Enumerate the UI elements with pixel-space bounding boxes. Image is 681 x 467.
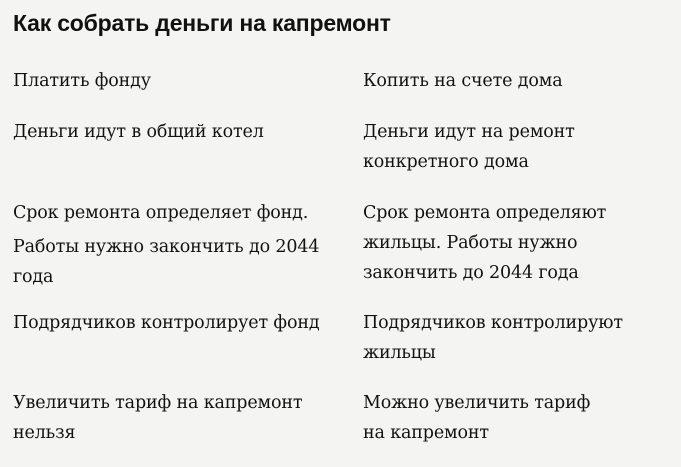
row-1-house-account-text: Копить на счете дома — [363, 71, 563, 91]
row-3-residents-deadline-line-2: жильцы. Работы нужно — [363, 233, 578, 253]
row-2-fund-money-line-1: Деньги идут в общий котел — [13, 122, 264, 142]
row-3-fund-deadline-line-2: Работы нужно закончить до 2044 — [13, 237, 320, 257]
row-4-residents-contractors-cell — [363, 308, 623, 368]
row-3-residents-deadline-line-3: закончить до 2044 года — [363, 263, 579, 283]
row-2-house-money-line-1: Деньги идут на ремонт — [363, 122, 575, 142]
row-3-fund-deadline-line-3: года — [13, 267, 54, 287]
row-5-residents-tariff-line-1: Можно увеличить тариф — [363, 393, 591, 413]
row-2-house-money-cell — [363, 117, 575, 177]
row-4-fund-contractors-line-1: Подрядчиков контролирует фонд — [13, 313, 320, 333]
row-3-residents-deadline-line-1: Срок ремонта определяют — [363, 203, 607, 223]
row-1-pay-fund-cell — [13, 66, 151, 96]
row-5-fund-tariff-line-1: Увеличить тариф на капремонт — [13, 393, 303, 413]
row-5-fund-tariff-line-2: нельзя — [13, 423, 76, 443]
row-3-fund-deadline-cell — [13, 198, 319, 292]
row-5-fund-tariff-cell — [13, 388, 302, 448]
row-2-house-money-line-2: конкретного дома — [363, 152, 529, 172]
row-2-fund-money-cell — [13, 117, 264, 147]
page-title: Как собрать деньги на капремонт — [13, 10, 391, 36]
row-4-residents-contractors-line-2: жильцы — [363, 343, 436, 363]
row-1-house-account-cell — [363, 66, 563, 96]
row-4-residents-contractors-line-1: Подрядчиков контролируют — [363, 313, 623, 333]
row-5-residents-tariff-cell — [363, 388, 590, 448]
row-3-residents-deadline-cell — [363, 198, 606, 288]
row-4-fund-contractors-cell — [13, 308, 319, 338]
row-1-pay-fund-text: Платить фонду — [13, 71, 151, 91]
row-5-residents-tariff-line-2: на капремонт — [363, 423, 489, 443]
row-3-fund-deadline-line-1: Срок ремонта определяет фонд. — [13, 203, 309, 223]
